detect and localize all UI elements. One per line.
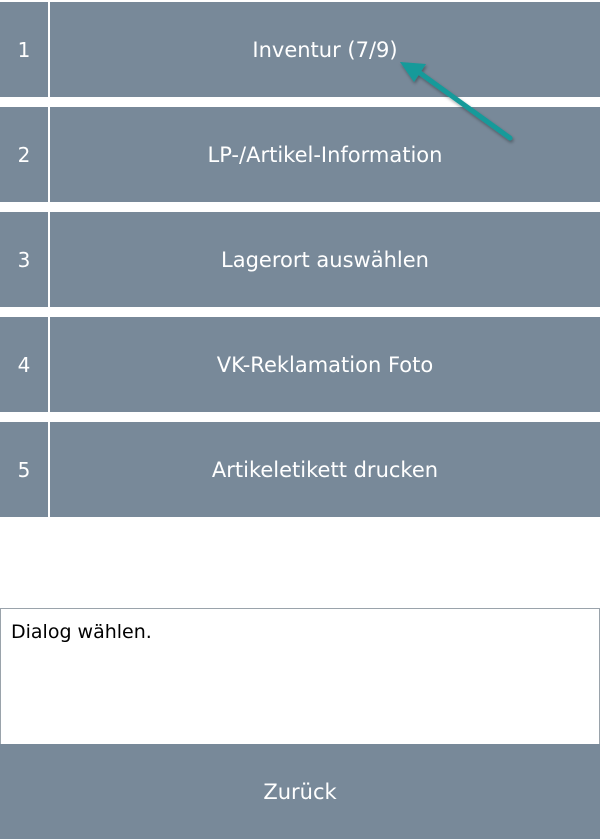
artikeletikett-drucken-button[interactable]: Artikeletikett drucken [50, 422, 600, 517]
menu-item-number[interactable]: 2 [0, 107, 48, 202]
vk-reklamation-foto-button[interactable]: VK-Reklamation Foto [50, 317, 600, 412]
menu-row-1 [0, 2, 602, 97]
menu-item-number[interactable]: 1 [0, 2, 48, 97]
message-text: Dialog wählen. [11, 621, 152, 643]
lagerort-auswaehlen-button[interactable]: Lagerort auswählen [50, 212, 600, 307]
menu-item-number[interactable]: 4 [0, 317, 48, 412]
menu-row-4 [0, 317, 602, 412]
back-button[interactable]: Zurück [0, 744, 600, 839]
lp-artikel-information-button[interactable]: LP-/Artikel-Information [50, 107, 600, 202]
menu-row-2 [0, 107, 602, 202]
menu-row-3 [0, 212, 602, 307]
menu-item-number[interactable]: 5 [0, 422, 48, 517]
inventur-button[interactable]: Inventur (7/9) [50, 2, 600, 97]
message-box [0, 608, 600, 744]
menu-item-number[interactable]: 3 [0, 212, 48, 307]
menu-row-5 [0, 422, 602, 517]
